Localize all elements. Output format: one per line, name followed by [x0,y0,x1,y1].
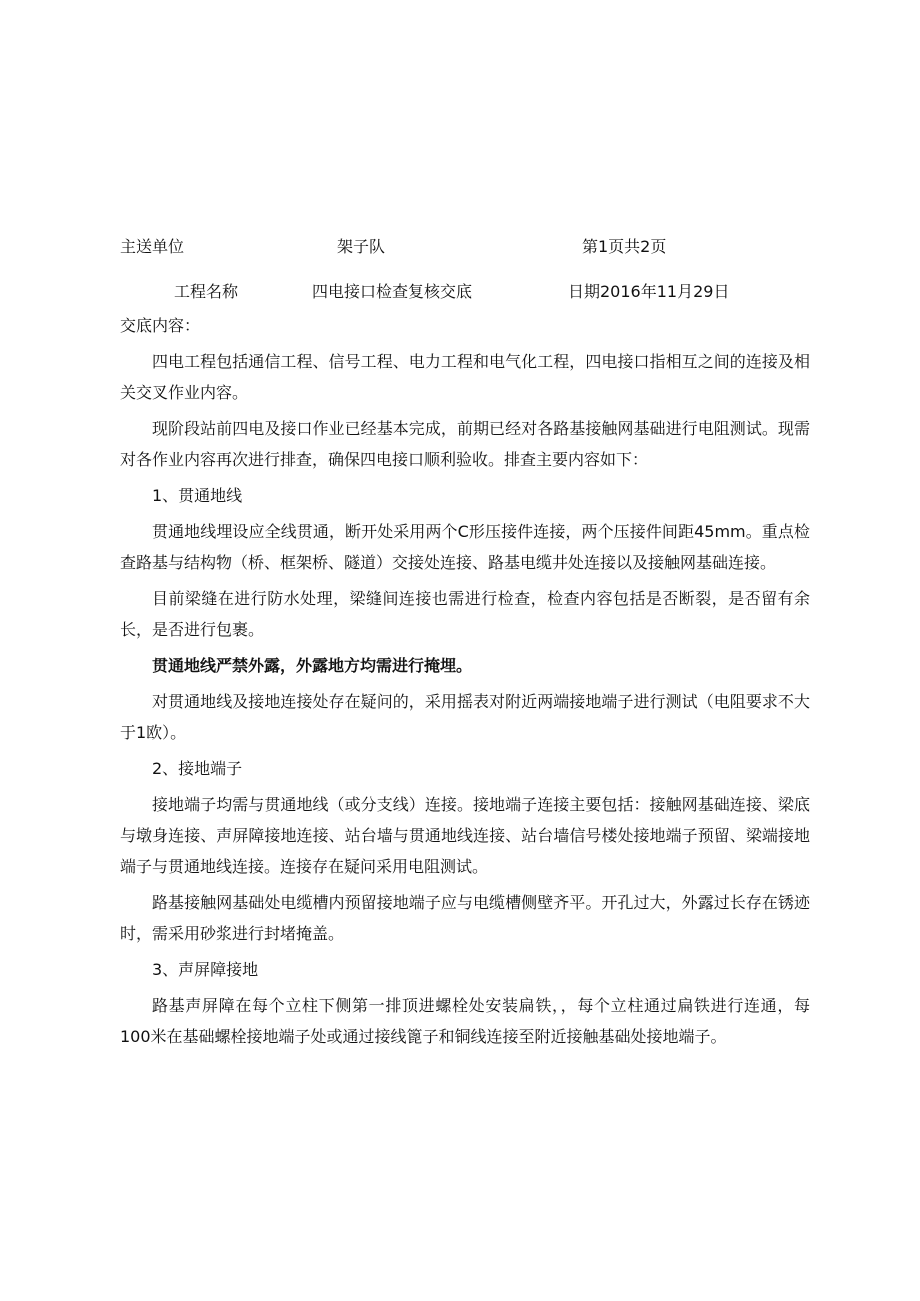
paragraph-bold-warning: 贯通地线严禁外露，外露地方均需进行掩埋。 [152,656,473,675]
paragraph-1: 四电工程包括通信工程、信号工程、电力工程和电气化工程，四电接口指相互之间的连接及相关交叉作业内容。 [120,352,810,402]
intro-label: 交底内容： [120,316,201,335]
page-info: 第1页共2页 [582,237,667,256]
section-heading-3: 3、声屏障接地 [152,960,259,979]
section-heading-2: 2、接地端子 [152,759,243,778]
project-value: 四电接口检查复核交底 [312,282,473,301]
date: 日期2016年11月29日 [568,282,730,301]
project-label: 工程名称 [174,282,239,301]
paragraph-8: 路基声屏障在每个立柱下侧第一排顶进螺栓处安装扁铁，，每个立柱通过扁铁进行连通，每100米在基础螺栓接地端子处或通过接线篦子和铜线连接至附近接触基础处接地端子。 [120,996,810,1046]
sender-value: 架子队 [337,237,386,256]
paragraph-2: 现阶段站前四电及接口作业已经基本完成，前期已经对各路基接触网基础进行电阻测试。现需对各作业内容再次进行排查，确保四电接口顺利验收。排查主要内容如下： [120,419,810,469]
paragraph-5: 对贯通地线及接地连接处存在疑问的，采用摇表对附近两端接地端子进行测试（电阻要求不大于1欧）。 [120,692,810,742]
paragraph-3: 贯通地线埋设应全线贯通，断开处采用两个C形压接件连接，两个压接件间距45mm。重点检查路基与结构物（桥、框架桥、隧道）交接处连接、路基电缆井处连接以及接触网基础连接。 [120,522,810,572]
section-heading-1: 1、贯通地线 [152,486,243,505]
content-body [120,310,810,1057]
sender-label: 主送单位 [120,237,185,256]
paragraph-6: 接地端子均需与贯通地线（或分支线）连接。接地端子连接主要包括：接触网基础连接、梁底与墩身连接、声屏障接地连接、站台墙与贯通地线连接、站台墙信号楼处接地端子预留、梁端接地端子与贯通地线连接。连接存在疑问采用电阻测试。 [120,795,810,876]
paragraph-4: 目前梁缝在进行防水处理，梁缝间连接也需进行检查，检查内容包括是否断裂，是否留有余长，是否进行包裹。 [120,589,810,639]
paragraph-7: 路基接触网基础处电缆槽内预留接地端子应与电缆槽侧壁齐平。开孔过大，外露过长存在锈迹时，需采用砂浆进行封堵掩盖。 [120,893,810,943]
